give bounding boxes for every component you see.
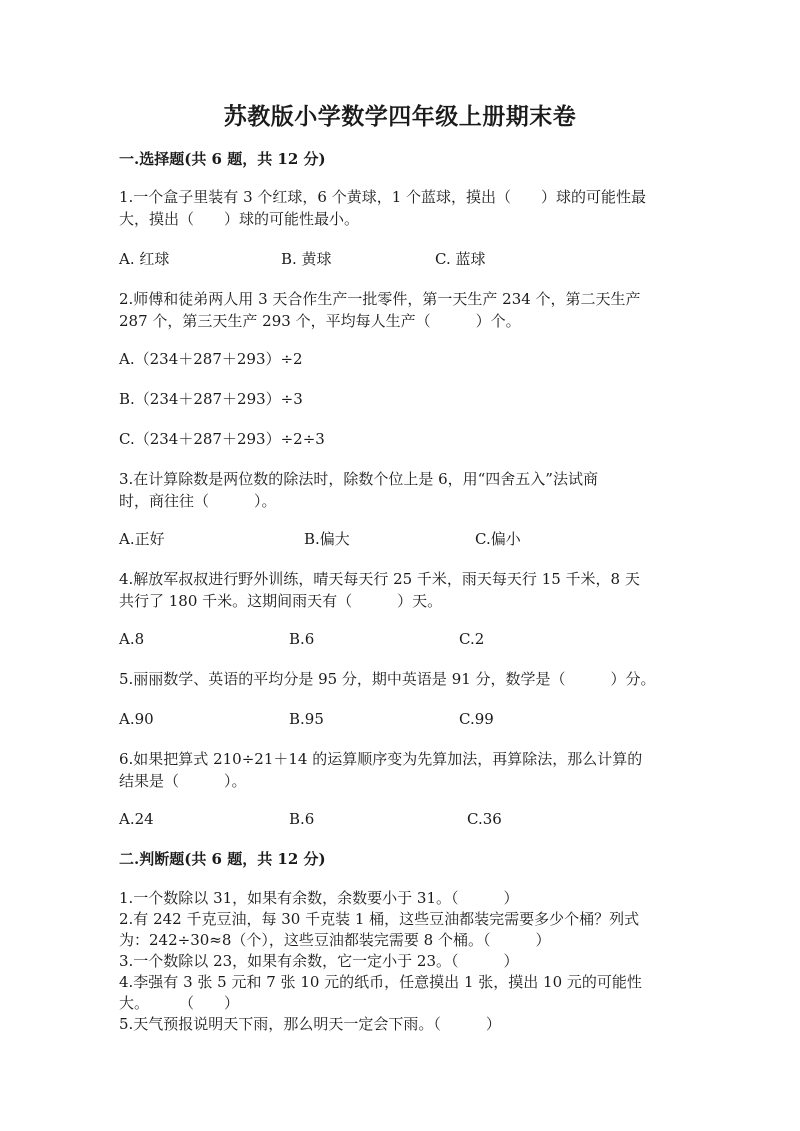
section-heading-judgment: 二.判断题(共 6 题，共 12 分): [119, 850, 326, 868]
judgment-line-6: 大。 （ ）: [119, 994, 240, 1012]
page-title: 苏教版小学数学四年级上册期末卷: [223, 103, 577, 130]
question-1-option-a: A. 红球: [119, 250, 170, 268]
question-6-option-c: C.36: [467, 810, 502, 828]
question-1-option-b: B. 黄球: [281, 250, 332, 268]
question-1-line-2: 大，摸出（ ）球的可能性最小。: [119, 210, 360, 228]
question-1-option-c: C. 蓝球: [435, 250, 486, 268]
question-6-option-b: B.6: [289, 810, 315, 828]
judgment-line-2: 2.有 242 千克豆油，每 30 千克装 1 桶，这些豆油都装完需要多少个桶？列式: [119, 910, 640, 928]
question-4-line-1: 4.解放军叔叔进行野外训练，晴天每天行 25 千米，雨天每天行 15 千米，8 天: [119, 570, 640, 588]
judgment-line-4: 3.一个数除以 23，如果有余数，它一定小于 23。（ ）: [119, 952, 519, 970]
judgment-line-1: 1.一个数除以 31，如果有余数，余数要小于 31。（ ）: [119, 889, 519, 907]
question-1-line-1: 1.一个盒子里装有 3 个红球，6 个黄球，1 个蓝球，摸出（ ）球的可能性最: [119, 188, 647, 206]
question-2-line-1: 2.师傅和徒弟两人用 3 天合作生产一批零件，第一天生产 234 个，第二天生产: [119, 290, 641, 308]
question-2-option-a: A.（234＋287＋293）÷2: [119, 350, 303, 368]
question-4-option-c: C.2: [459, 630, 485, 648]
question-4-option-b: B.6: [289, 630, 315, 648]
question-5-option-c: C.99: [459, 710, 494, 728]
question-2-line-2: 287 个，第三天生产 293 个，平均每人生产（ ）个。: [119, 312, 521, 330]
question-6-line-1: 6.如果把算式 210÷21＋14 的运算顺序变为先算加法，再算除法，那么计算的: [119, 750, 643, 768]
question-3-option-b: B.偏大: [304, 530, 350, 548]
question-2-option-b: B.（234＋287＋293）÷3: [119, 390, 303, 408]
question-3-option-c: C.偏小: [475, 530, 521, 548]
question-4-option-a: A.8: [119, 630, 145, 648]
question-3-line-2: 时，商往往（ ）。: [119, 492, 277, 510]
question-2-option-c: C.（234＋287＋293）÷2÷3: [119, 430, 325, 448]
question-6-line-2: 结果是（ ）。: [119, 772, 247, 790]
question-5-line-1: 5.丽丽数学、英语的平均分是 95 分，期中英语是 91 分，数学是（ ）分。: [119, 670, 656, 688]
question-5-option-b: B.95: [289, 710, 324, 728]
judgment-line-7: 5.天气预报说明天下雨，那么明天一定会下雨。（ ）: [119, 1015, 501, 1033]
question-3-line-1: 3.在计算除数是两位数的除法时，除数个位上是 6，用“四舍五入”法试商: [119, 470, 598, 488]
judgment-line-5: 4.李强有 3 张 5 元和 7 张 10 元的纸币，任意摸出 1 张，摸出 10 元的可能性: [119, 973, 642, 991]
question-4-line-2: 共行了 180 千米。这期间雨天有（ ）天。: [119, 592, 443, 610]
question-5-option-a: A.90: [119, 710, 154, 728]
question-6-option-a: A.24: [119, 810, 154, 828]
judgment-line-3: 为：242÷30≈8（个），这些豆油都装完需要 8 个桶。（ ）: [119, 931, 551, 949]
question-3-option-a: A.正好: [119, 530, 165, 548]
section-heading-choice: 一.选择题(共 6 题，共 12 分): [119, 150, 326, 168]
